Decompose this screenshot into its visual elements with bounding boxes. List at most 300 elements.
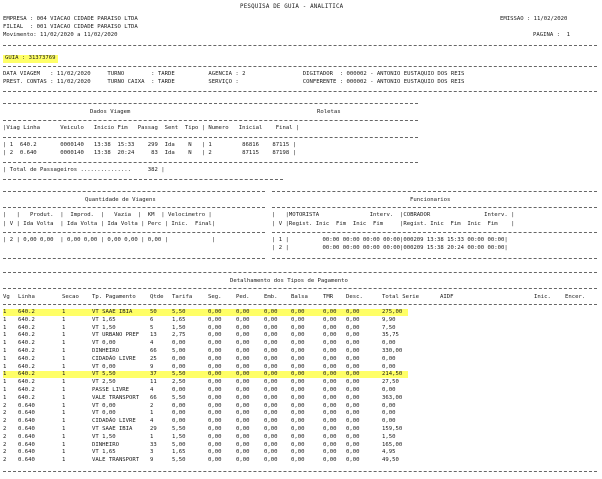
payment-cell-emb: 0,00: [264, 379, 278, 386]
payment-cell-desc: 0,00: [346, 309, 360, 315]
payment-cell-tp: VT 1,65: [92, 449, 116, 456]
payment-cell-balsa: 0,00: [291, 316, 305, 323]
payment-cell-balsa: 0,00: [291, 363, 305, 370]
payment-cell-emb: 0,00: [264, 371, 278, 378]
payment-cell-vg: 2: [3, 426, 7, 432]
col-tp-pagamento: Tp. Pagamento: [92, 294, 136, 300]
box-rule: [3, 288, 597, 289]
payment-cell-tmr: 0,00: [323, 433, 337, 440]
payment-cell-tmr: 0,00: [323, 410, 337, 417]
payment-cell-emb: 0,00: [264, 426, 278, 432]
payment-cell-emb: 0,00: [264, 433, 278, 440]
pagamentos-title: Detalhamento dos Tipos de Pagamento: [230, 278, 348, 284]
payment-cell-tarifa: 0,00: [172, 363, 186, 370]
payment-cell-tp: VT 1,50: [92, 433, 116, 440]
payment-cell-tmr: 0,00: [323, 324, 337, 331]
payment-cell-tarifa: 1,65: [172, 316, 186, 323]
payment-cell-tp: VT 1,50: [92, 324, 116, 331]
payment-cell-tmr: 0,00: [323, 371, 337, 378]
payment-cell-ped: 0,00: [236, 340, 250, 347]
payment-cell-qtde: 1: [150, 410, 154, 417]
payment-cell-tp: VT 1,65: [92, 316, 116, 323]
payment-cell-ped: 0,00: [236, 394, 250, 401]
viagem-row: | 1 640.2 0000140 13:38 15:33 299 Ida N | 1 86816 87115 |: [3, 142, 296, 148]
payment-cell-ped: 0,00: [236, 316, 250, 323]
payment-cell-tp: VT 2,50: [92, 379, 116, 386]
payment-cell-desc: 0,00: [346, 433, 360, 440]
payment-cell-seg: 0,00: [208, 457, 222, 464]
payment-cell-ped: 0,00: [236, 449, 250, 456]
viagem-row: | 2 0.640 0000140 13:38 20:24 83 Ida N | 2 87115 87198 |: [3, 150, 296, 156]
payment-cell-balsa: 0,00: [291, 426, 305, 432]
payment-cell-ped: 0,00: [236, 387, 250, 393]
payment-cell-emb: 0,00: [264, 355, 278, 362]
payment-cell-vg: 1: [3, 348, 7, 354]
movimento-line: Movimento: 11/02/2020 a 11/02/2020: [3, 32, 118, 38]
payment-cell-desc: 0,00: [346, 324, 360, 331]
payment-cell-qtde: 50: [150, 309, 157, 315]
payment-cell-vg: 1: [3, 355, 7, 362]
payment-cell-balsa: 0,00: [291, 340, 305, 347]
payment-cell-tp: VT 0,00: [92, 402, 116, 409]
payment-cell-tp: CIDADÃO LIVRE: [92, 418, 136, 425]
col-secao: Secao: [62, 294, 79, 300]
payment-cell-tmr: 0,00: [323, 449, 337, 456]
payment-cell-seg: 0,00: [208, 433, 222, 440]
payment-cell-vg: 2: [3, 410, 7, 417]
payment-cell-balsa: 0,00: [291, 371, 305, 378]
payment-cell-secao: 1: [62, 394, 66, 401]
payment-cell-total: 0,00: [382, 363, 396, 370]
col-aidf: AIDF: [440, 294, 454, 300]
payment-cell-seg: 0,00: [208, 371, 222, 378]
payment-cell-balsa: 0,00: [291, 449, 305, 456]
col-linha: Linha: [18, 294, 35, 300]
payment-cell-total: 330,00: [382, 348, 403, 354]
payment-cell-total: 159,50: [382, 426, 403, 432]
payment-cell-tarifa: 0,00: [172, 410, 186, 417]
payment-cell-balsa: 0,00: [291, 441, 305, 448]
payment-cell-tarifa: 0,00: [172, 340, 186, 347]
payment-cell-tp: VT 0,00: [92, 410, 116, 417]
quantidade-viagens-title: Quantidade de Viagens: [85, 197, 156, 203]
payment-cell-secao: 1: [62, 348, 66, 354]
payment-cell-linha: 640.2: [18, 371, 35, 378]
payment-cell-emb: 0,00: [264, 387, 278, 393]
payment-cell-tmr: 0,00: [323, 402, 337, 409]
col-encer: Encer.: [565, 294, 586, 300]
payment-cell-tarifa: 0,00: [172, 355, 186, 362]
payment-cell-total: 4,95: [382, 449, 396, 456]
payment-cell-tarifa: 5,50: [172, 426, 186, 432]
emissao-line: EMISSAO : 11/02/2020: [500, 16, 568, 22]
payment-cell-total: 9,90: [382, 316, 396, 323]
payment-cell-secao: 1: [62, 457, 66, 464]
payment-cell-emb: 0,00: [264, 324, 278, 331]
payment-cell-vg: 1: [3, 363, 7, 370]
payment-cell-total: 35,75: [382, 332, 399, 339]
payment-cell-linha: 0.640: [18, 418, 35, 425]
payment-cell-desc: 0,00: [346, 426, 360, 432]
payment-cell-ped: 0,00: [236, 379, 250, 386]
payment-cell-linha: 640.2: [18, 316, 35, 323]
box-rule: [3, 304, 597, 305]
payment-cell-secao: 1: [62, 371, 66, 378]
payment-cell-balsa: 0,00: [291, 410, 305, 417]
payment-cell-ped: 0,00: [236, 410, 250, 417]
payment-cell-total: 7,50: [382, 324, 396, 331]
payment-cell-desc: 0,00: [346, 387, 360, 393]
payment-cell-tarifa: 5,50: [172, 457, 186, 464]
payment-cell-vg: 1: [3, 387, 7, 393]
dados-viagem-header: |Viag Linha Veiculo Inicio Fim Passag Sent Tipo | Numero Inicial Final |: [3, 125, 300, 131]
payment-cell-tmr: 0,00: [323, 309, 337, 315]
payment-cell-total: 0,00: [382, 387, 396, 393]
payment-cell-emb: 0,00: [264, 332, 278, 339]
col-tarifa: Tarifa: [172, 294, 193, 300]
box-top: [3, 272, 597, 273]
payment-cell-tp: CIDADÃO LIVRE: [92, 355, 136, 362]
payment-cell-tp: VT 5,50: [92, 371, 116, 378]
dados-viagem-title: Dados Viagem: [90, 109, 131, 115]
payment-cell-tarifa: 1,50: [172, 324, 186, 331]
payment-cell-qtde: 5: [150, 324, 154, 331]
box-rule: [3, 137, 418, 138]
payment-cell-seg: 0,00: [208, 332, 222, 339]
payment-cell-balsa: 0,00: [291, 457, 305, 464]
col-ped: Ped.: [236, 294, 250, 300]
col-desc: Desc.: [346, 294, 363, 300]
payment-cell-seg: 0,00: [208, 355, 222, 362]
payment-cell-ped: 0,00: [236, 418, 250, 425]
payment-cell-tmr: 0,00: [323, 316, 337, 323]
payment-cell-qtde: 25: [150, 355, 157, 362]
payment-cell-tarifa: 5,50: [172, 309, 186, 315]
payment-cell-desc: 0,00: [346, 363, 360, 370]
payment-cell-balsa: 0,00: [291, 379, 305, 386]
payment-cell-linha: 0.640: [18, 410, 35, 417]
payment-cell-secao: 1: [62, 441, 66, 448]
payment-cell-linha: 640.2: [18, 394, 35, 401]
box-rule: [272, 207, 597, 208]
divider: [3, 91, 597, 92]
payment-cell-desc: 0,00: [346, 340, 360, 347]
payment-cell-tarifa: 0,00: [172, 387, 186, 393]
payment-cell-tmr: 0,00: [323, 441, 337, 448]
payment-cell-secao: 1: [62, 433, 66, 440]
payment-cell-vg: 1: [3, 371, 7, 378]
divider: [3, 45, 597, 46]
payment-cell-linha: 0.640: [18, 402, 35, 409]
payment-cell-tp: VALE TRANSPORT: [92, 394, 140, 401]
qtd-row: | 2 | 0,00 0,00 | 0,00 0,00 | 0,00 0,00 | 0,00 | |: [3, 237, 216, 243]
payment-cell-qtde: 11: [150, 379, 157, 386]
total-passageiros: | Total de Passageiros ............... 382 |: [3, 167, 165, 173]
payment-cell-total: 1,50: [382, 433, 396, 440]
payment-cell-secao: 1: [62, 402, 66, 409]
payment-cell-balsa: 0,00: [291, 355, 305, 362]
payment-cell-emb: 0,00: [264, 449, 278, 456]
payment-cell-emb: 0,00: [264, 457, 278, 464]
payment-cell-vg: 1: [3, 332, 7, 339]
payment-cell-secao: 1: [62, 387, 66, 393]
func-row: | 1 | 00:00 00:00 00:00 00:00|000209 13:38 15:33 00:00 00:00|: [272, 237, 508, 243]
payment-cell-seg: 0,00: [208, 394, 222, 401]
payment-cell-total: 363,00: [382, 394, 403, 401]
payment-cell-ped: 0,00: [236, 433, 250, 440]
payment-cell-balsa: 0,00: [291, 433, 305, 440]
payment-cell-balsa: 0,00: [291, 309, 305, 315]
payment-cell-total: 27,50: [382, 379, 399, 386]
col-balsa: Balsa: [291, 294, 308, 300]
col-emb: Emb.: [264, 294, 278, 300]
box-rule: [3, 207, 265, 208]
box-bottom: [3, 258, 265, 259]
payment-cell-desc: 0,00: [346, 441, 360, 448]
payment-cell-seg: 0,00: [208, 418, 222, 425]
payment-cell-linha: 640.2: [18, 324, 35, 331]
payment-cell-emb: 0,00: [264, 348, 278, 354]
payment-cell-linha: 640.2: [18, 379, 35, 386]
payment-cell-seg: 0,00: [208, 316, 222, 323]
payment-cell-seg: 0,00: [208, 324, 222, 331]
payment-cell-tarifa: 1,65: [172, 449, 186, 456]
payment-cell-secao: 1: [62, 324, 66, 331]
payment-cell-total: 0,00: [382, 418, 396, 425]
payment-cell-balsa: 0,00: [291, 394, 305, 401]
payment-cell-emb: 0,00: [264, 402, 278, 409]
payment-cell-seg: 0,00: [208, 379, 222, 386]
payment-cell-emb: 0,00: [264, 316, 278, 323]
report-title: PESQUISA DE GUIA - ANALITICA: [240, 4, 344, 10]
func-header-1: | |MOTORISTA Interv. |COBRADOR Interv. |: [272, 212, 515, 218]
box-bottom: [3, 179, 283, 180]
payment-cell-tp: VALE TRANSPORT: [92, 457, 140, 464]
payment-cell-desc: 0,00: [346, 348, 360, 354]
payment-cell-vg: 1: [3, 309, 7, 315]
payment-cell-qtde: 13: [150, 332, 157, 339]
payment-cell-tmr: 0,00: [323, 387, 337, 393]
payment-cell-linha: 0.640: [18, 457, 35, 464]
payment-cell-emb: 0,00: [264, 394, 278, 401]
payment-cell-secao: 1: [62, 316, 66, 323]
payment-cell-ped: 0,00: [236, 402, 250, 409]
payment-cell-total: 49,50: [382, 457, 399, 464]
payment-cell-tarifa: 0,00: [172, 418, 186, 425]
payment-cell-emb: 0,00: [264, 418, 278, 425]
payment-cell-seg: 0,00: [208, 363, 222, 370]
payment-cell-tarifa: 0,00: [172, 402, 186, 409]
payment-cell-ped: 0,00: [236, 457, 250, 464]
payment-cell-tp: DINHEIRO: [92, 348, 119, 354]
payment-cell-secao: 1: [62, 379, 66, 386]
payment-cell-tmr: 0,00: [323, 457, 337, 464]
payment-cell-seg: 0,00: [208, 441, 222, 448]
payment-cell-desc: 0,00: [346, 449, 360, 456]
payment-cell-vg: 2: [3, 449, 7, 456]
payment-cell-tmr: 0,00: [323, 426, 337, 432]
payment-cell-desc: 0,00: [346, 371, 360, 378]
col-tmr: TMR: [323, 294, 334, 300]
payment-cell-tmr: 0,00: [323, 418, 337, 425]
payment-cell-vg: 2: [3, 441, 7, 448]
payment-cell-ped: 0,00: [236, 426, 250, 432]
payment-cell-qtde: 6: [150, 316, 154, 323]
payment-cell-ped: 0,00: [236, 309, 250, 315]
payment-cell-vg: 1: [3, 340, 7, 347]
payment-cell-vg: 1: [3, 316, 7, 323]
payment-cell-seg: 0,00: [208, 387, 222, 393]
payment-cell-qtde: 66: [150, 394, 157, 401]
payment-cell-seg: 0,00: [208, 348, 222, 354]
payment-cell-tarifa: 5,50: [172, 371, 186, 378]
payment-cell-tp: VT SAAE IBIA: [92, 309, 133, 315]
payment-cell-vg: 2: [3, 457, 7, 464]
payment-cell-qtde: 4: [150, 340, 154, 347]
payment-cell-linha: 0.640: [18, 426, 35, 432]
box-rule: [272, 232, 597, 233]
payment-cell-ped: 0,00: [236, 324, 250, 331]
box-top: [3, 191, 265, 192]
roletas-title: Roletas: [317, 109, 341, 115]
payment-cell-seg: 0,00: [208, 402, 222, 409]
payment-cell-tarifa: 5,00: [172, 441, 186, 448]
box-top: [272, 191, 597, 192]
box-top: [3, 103, 418, 104]
col-vg: Vg: [3, 294, 10, 300]
payment-cell-seg: 0,00: [208, 410, 222, 417]
payment-cell-total: 275,00: [382, 309, 403, 315]
payment-cell-balsa: 0,00: [291, 387, 305, 393]
payment-cell-tmr: 0,00: [323, 394, 337, 401]
payment-cell-qtde: 66: [150, 348, 157, 354]
info-line-1: DATA VIAGEM : 11/02/2020 TURNO : TARDE AGENCIA : 2 DIGITADOR : 000002 - ANTONIO EUSTAQUIO DOS REIS: [3, 71, 465, 77]
col-seg: Seg.: [208, 294, 222, 300]
payment-cell-total: 0,00: [382, 402, 396, 409]
box-rule: [3, 232, 265, 233]
payment-cell-tp: DINHEIRO: [92, 441, 119, 448]
payment-cell-emb: 0,00: [264, 309, 278, 315]
payment-cell-desc: 0,00: [346, 418, 360, 425]
box-bottom: [3, 471, 597, 472]
payment-cell-vg: 1: [3, 324, 7, 331]
payment-cell-ped: 0,00: [236, 355, 250, 362]
payment-cell-seg: 0,00: [208, 309, 222, 315]
payment-cell-vg: 2: [3, 433, 7, 440]
payment-cell-linha: 640.2: [18, 387, 35, 393]
payment-cell-linha: 0.640: [18, 449, 35, 456]
payment-cell-linha: 640.2: [18, 340, 35, 347]
payment-cell-tmr: 0,00: [323, 363, 337, 370]
payment-cell-secao: 1: [62, 340, 66, 347]
payment-cell-balsa: 0,00: [291, 348, 305, 354]
payment-cell-qtde: 9: [150, 457, 154, 464]
payment-cell-ped: 0,00: [236, 371, 250, 378]
payment-cell-tp: VT 0,00: [92, 363, 116, 370]
col-total-serie: Total Serie: [382, 294, 420, 300]
payment-cell-tmr: 0,00: [323, 340, 337, 347]
payment-cell-qtde: 4: [150, 387, 154, 393]
payment-cell-qtde: 1: [150, 433, 154, 440]
payment-cell-secao: 1: [62, 355, 66, 362]
payment-cell-tarifa: 5,00: [172, 348, 186, 354]
empresa-line: EMPRESA : 004 VIACAO CIDADE PARAISO LTDA: [3, 16, 138, 22]
payment-cell-emb: 0,00: [264, 410, 278, 417]
payment-cell-secao: 1: [62, 363, 66, 370]
payment-cell-linha: 640.2: [18, 348, 35, 354]
payment-cell-seg: 0,00: [208, 449, 222, 456]
payment-cell-secao: 1: [62, 410, 66, 417]
payment-cell-total: 0,00: [382, 355, 396, 362]
payment-cell-secao: 1: [62, 418, 66, 425]
payment-cell-tp: VT 0,00: [92, 340, 116, 347]
payment-cell-vg: 1: [3, 379, 7, 386]
payment-cell-emb: 0,00: [264, 340, 278, 347]
payment-cell-tarifa: 1,50: [172, 433, 186, 440]
payment-cell-tmr: 0,00: [323, 348, 337, 354]
payment-cell-desc: 0,00: [346, 402, 360, 409]
payment-cell-tmr: 0,00: [323, 355, 337, 362]
payment-cell-linha: 640.2: [18, 309, 35, 315]
func-header-2: | V |Regist. Inic Fim Inic Fim |Regist. Inic Fim Inic Fim |: [272, 221, 515, 227]
box-rule: [3, 162, 418, 163]
payment-cell-qtde: 3: [150, 449, 154, 456]
payment-cell-total: 0,00: [382, 340, 396, 347]
payment-cell-emb: 0,00: [264, 441, 278, 448]
payment-cell-secao: 1: [62, 449, 66, 456]
col-inic: Inic.: [534, 294, 551, 300]
col-qtde: Qtde: [150, 294, 164, 300]
payment-cell-ped: 0,00: [236, 348, 250, 354]
payment-cell-desc: 0,00: [346, 332, 360, 339]
payment-cell-desc: 0,00: [346, 410, 360, 417]
payment-cell-tarifa: 5,50: [172, 394, 186, 401]
payment-cell-balsa: 0,00: [291, 324, 305, 331]
payment-cell-ped: 0,00: [236, 332, 250, 339]
payment-cell-secao: 1: [62, 309, 66, 315]
payment-cell-desc: 0,00: [346, 316, 360, 323]
guia-badge: GUIA : 31373769: [5, 55, 56, 61]
payment-cell-linha: 640.2: [18, 355, 35, 362]
payment-cell-balsa: 0,00: [291, 418, 305, 425]
payment-cell-vg: 1: [3, 394, 7, 401]
payment-cell-desc: 0,00: [346, 457, 360, 464]
payment-cell-qtde: 37: [150, 371, 157, 378]
payment-cell-ped: 0,00: [236, 441, 250, 448]
payment-cell-total: 165,00: [382, 441, 403, 448]
payment-cell-qtde: 33: [150, 441, 157, 448]
payment-cell-total: 214,50: [382, 371, 403, 378]
payment-cell-balsa: 0,00: [291, 332, 305, 339]
payment-cell-ped: 0,00: [236, 363, 250, 370]
funcionarios-title: Funcionarios: [410, 197, 451, 203]
box-bottom: [272, 258, 597, 259]
payment-cell-tarifa: 2,50: [172, 379, 186, 386]
payment-cell-total: 0,00: [382, 410, 396, 417]
payment-cell-qtde: 29: [150, 426, 157, 432]
payment-cell-seg: 0,00: [208, 340, 222, 347]
info-line-2: PREST. CONTAS : 11/02/2020 TURNO CAIXA : TARDE SERVIÇO : CONFERENTE : 000002 - ANTONIO EUSTAQUIO DOS REIS: [3, 79, 465, 85]
qtd-header-2: | V | Ida Volta | Ida Volta | Ida Volta | Perc | Inic. Final|: [3, 221, 216, 227]
payment-cell-desc: 0,00: [346, 355, 360, 362]
payment-cell-linha: 640.2: [18, 363, 35, 370]
payment-cell-desc: 0,00: [346, 394, 360, 401]
payment-cell-balsa: 0,00: [291, 402, 305, 409]
payment-cell-emb: 0,00: [264, 363, 278, 370]
payment-cell-qtde: 4: [150, 418, 154, 425]
payment-cell-tp: PASSE LIVRE: [92, 387, 130, 393]
filial-line: FILIAL : 001 VIACAO CIDADE PARAISO LTDA: [3, 24, 138, 30]
